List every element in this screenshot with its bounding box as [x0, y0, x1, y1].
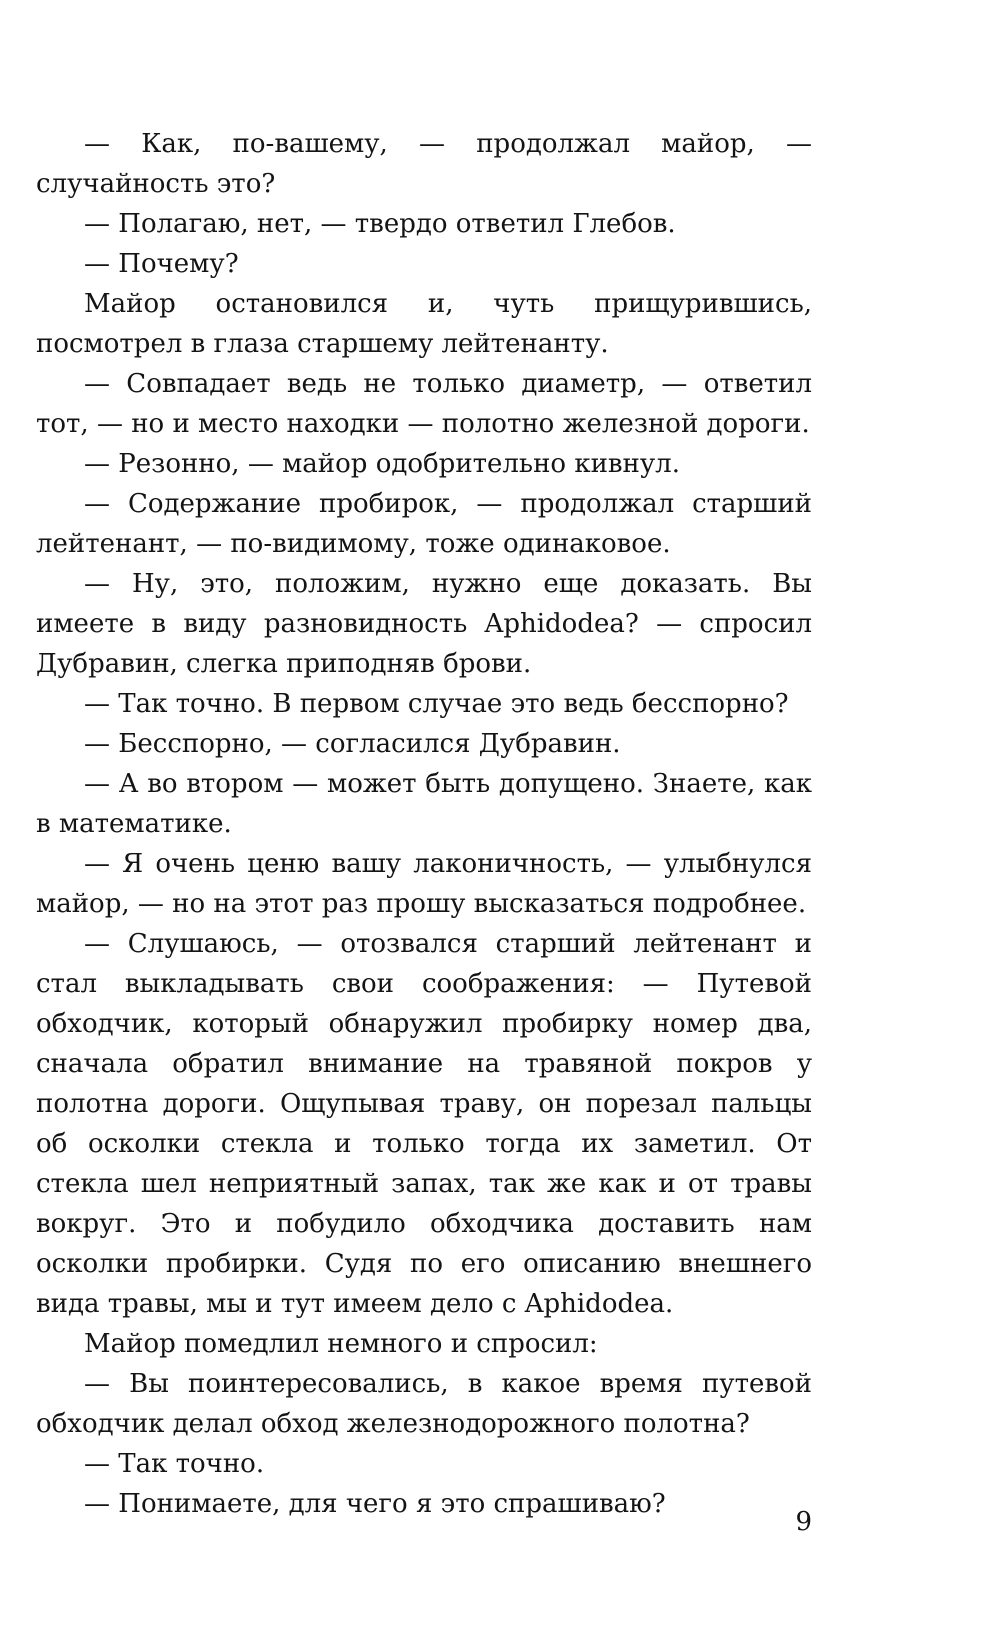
paragraph: — Резонно, — майор одобрительно кивнул. [84, 449, 680, 479]
paragraph: Майор помедлил немного и спросил: [84, 1329, 598, 1359]
paragraph: — Бесспорно, — согласился Дубравин. [84, 729, 621, 759]
paragraph: — Так точно. В первом случае это ведь бесспорно? [84, 689, 789, 719]
paragraph: — Я очень ценю вашу лаконичность, — улыбнулся майор, — но на этот раз прошу высказаться подробнее. [36, 849, 812, 919]
paragraph: — Полагаю, нет, — твердо ответил Глебов. [84, 209, 676, 239]
paragraph: — Почему? [84, 249, 239, 279]
paragraph: — Ну, это, положим, нужно еще доказать. Вы имеете в виду разновидность Aphidodea? — спросил Дубравин, слегка приподняв брови. [36, 569, 812, 679]
paragraph: — Содержание пробирок, — продолжал старший лейтенант, — по-видимому, тоже одинаковое. [36, 489, 812, 559]
paragraph: — Как, по-вашему, — продолжал майор, — случайность это? [36, 129, 812, 199]
paragraph: — А во втором — может быть допущено. Знаете, как в математике. [36, 769, 812, 839]
paragraph: — Совпадает ведь не только диаметр, — ответил тот, — но и место находки — полотно железной дороги. [36, 369, 812, 439]
page-number: 9 [795, 1507, 812, 1537]
paragraph: — Понимаете, для чего я это спрашиваю? [84, 1489, 666, 1519]
paragraph: — Слушаюсь, — отозвался старший лейтенант и стал выкладывать свои соображения: — Путевой обходчик, который обнаружил пробирку номер два, сначала обратил внимание на травяной покров у полотна дороги. Ощупывая траву, он порезал пальцы об осколки стекла и только тогда их заметил. От стекла шел неприятный запах, так же как и от травы вокруг. Это и побудило обходчика доставить нам осколки пробирки. Судя по его описанию внешнего вида травы, мы и тут имеем дело с Aphidodea. [36, 929, 812, 1319]
paragraph: — Вы поинтересовались, в какое время путевой обходчик делал обход железнодорожного полотна? [36, 1369, 812, 1439]
paragraph: Майор остановился и, чуть прищурившись, посмотрел в глаза старшему лейтенанту. [36, 289, 812, 359]
paragraph: — Так точно. [84, 1449, 265, 1479]
page-body-text [36, 124, 812, 1524]
